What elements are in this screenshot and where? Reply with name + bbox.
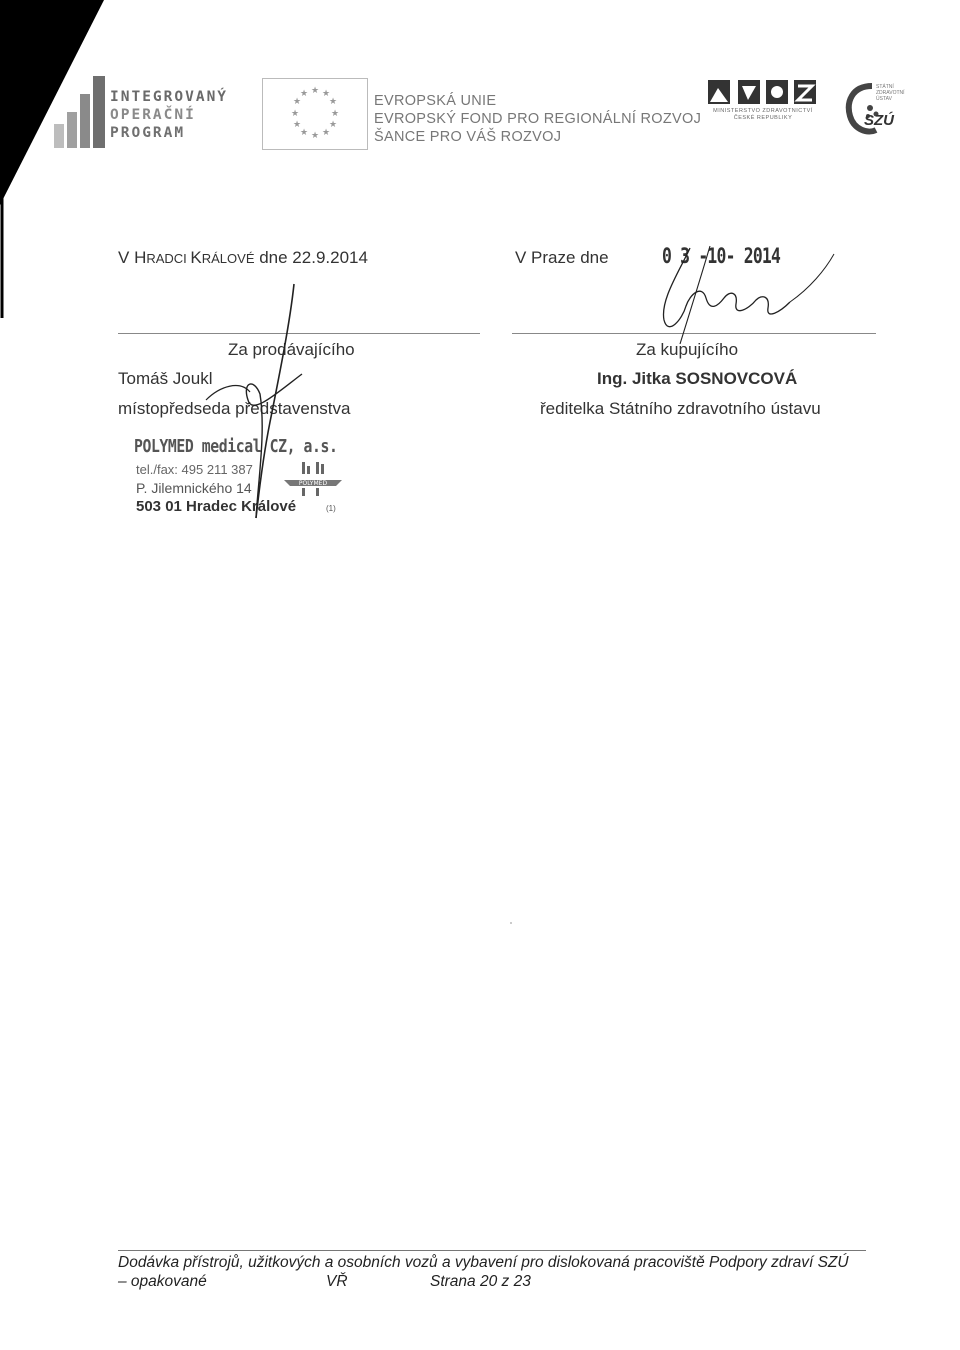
- seller-title: místopředseda představenstva: [118, 399, 351, 418]
- buyer-title: ředitelka Státního zdravotního ústavu: [540, 399, 821, 418]
- buyer-signature: [620, 240, 840, 350]
- svg-text:★: ★: [321, 89, 331, 99]
- stamp-company: POLYMED medical CZ, a.s.: [134, 436, 338, 457]
- iop-bars-icon: [52, 72, 112, 152]
- svg-text:★: ★: [310, 131, 320, 141]
- buyer-date-label: V Praze dne: [515, 248, 609, 267]
- eu-text-block: [374, 92, 701, 146]
- footer-repeated: – opakované: [118, 1273, 207, 1290]
- szu-small-3: ÚSTAV: [876, 96, 892, 102]
- iop-line-2: OPERAČNÍ: [110, 107, 196, 123]
- iop-logo: [52, 72, 252, 152]
- city-rest-2: RÁLOVÉ: [201, 251, 255, 266]
- city-rest-1: RADCI: [146, 251, 191, 266]
- eu-line-2: EVROPSKÝ FOND PRO REGIONÁLNÍ ROZVOJ: [374, 111, 702, 127]
- buyer-role: Za kupujícího: [636, 340, 739, 359]
- footer-page-number: Strana 20 z 23: [430, 1273, 531, 1290]
- svg-text:★: ★: [321, 128, 331, 138]
- polymed-mark-text: POLYMED: [298, 480, 328, 487]
- footer-procurement: VŘ: [326, 1273, 348, 1290]
- stamp-number: (1): [326, 504, 336, 513]
- szu-small-1: STÁTNÍ: [876, 84, 894, 90]
- seller-role: Za prodávajícího: [228, 340, 355, 359]
- szu-abbr: SZÚ: [864, 112, 894, 129]
- scan-speck: [510, 922, 512, 924]
- city-cap-2: K: [190, 248, 202, 267]
- date-prefix: V: [118, 248, 135, 267]
- footer-line-1: Dodávka přístrojů, užitkových a osobních vozů a vybavení pro dislokovaná pracoviště Podpory zdraví SZÚ: [118, 1254, 849, 1271]
- szu-small-2: ZDRAVOTNÍ: [876, 90, 905, 96]
- svg-text:★: ★: [310, 86, 320, 96]
- scan-edge-artifact: [0, 0, 110, 320]
- stamp-phone: tel./fax: 495 211 387: [136, 462, 253, 477]
- buyer-name: Ing. Jitka SOSNOVCOVÁ: [597, 369, 798, 388]
- szu-small-text: [876, 84, 905, 102]
- ministry-line-2: ČESKÉ REPUBLIKY: [733, 115, 793, 121]
- svg-text:★: ★: [292, 120, 302, 130]
- eu-flag-icon: [262, 78, 368, 150]
- svg-text:★: ★: [299, 128, 309, 138]
- city-cap-1: H: [134, 248, 147, 267]
- svg-text:★: ★: [299, 89, 309, 99]
- svg-text:★: ★: [330, 109, 340, 119]
- ministry-caption: [700, 108, 826, 122]
- eu-line-1: EVROPSKÁ UNIE: [374, 93, 497, 109]
- szu-logo: [842, 80, 932, 140]
- seller-date: [118, 248, 368, 268]
- iop-wordmark: [110, 88, 228, 142]
- eu-line-3: ŠANCE PRO VÁŠ ROZVOJ: [374, 129, 562, 145]
- stamp-street: P. Jilemnického 14: [136, 480, 252, 496]
- iop-line-1: INTEGROVANÝ: [110, 89, 229, 105]
- svg-text:★: ★: [292, 97, 302, 107]
- svg-text:★: ★: [328, 97, 338, 107]
- ministry-line-1: MINISTERSTVO ZDRAVOTNICTVÍ: [713, 108, 813, 114]
- iop-line-3: PROGRAM: [110, 125, 186, 141]
- ministry-mark-icon: [708, 76, 818, 106]
- ministry-logo: [700, 76, 826, 124]
- date-suffix: dne 22.9.2014: [254, 248, 368, 267]
- seller-signature: [190, 282, 330, 542]
- svg-text:★: ★: [328, 120, 338, 130]
- buyer-date-stamp: 0 3 -10- 2014: [662, 244, 781, 268]
- footer-rule: [118, 1250, 866, 1251]
- seller-name: Tomáš Joukl: [118, 369, 213, 388]
- svg-text:★: ★: [290, 109, 300, 119]
- stamp-city: 503 01 Hradec Králové: [136, 498, 297, 515]
